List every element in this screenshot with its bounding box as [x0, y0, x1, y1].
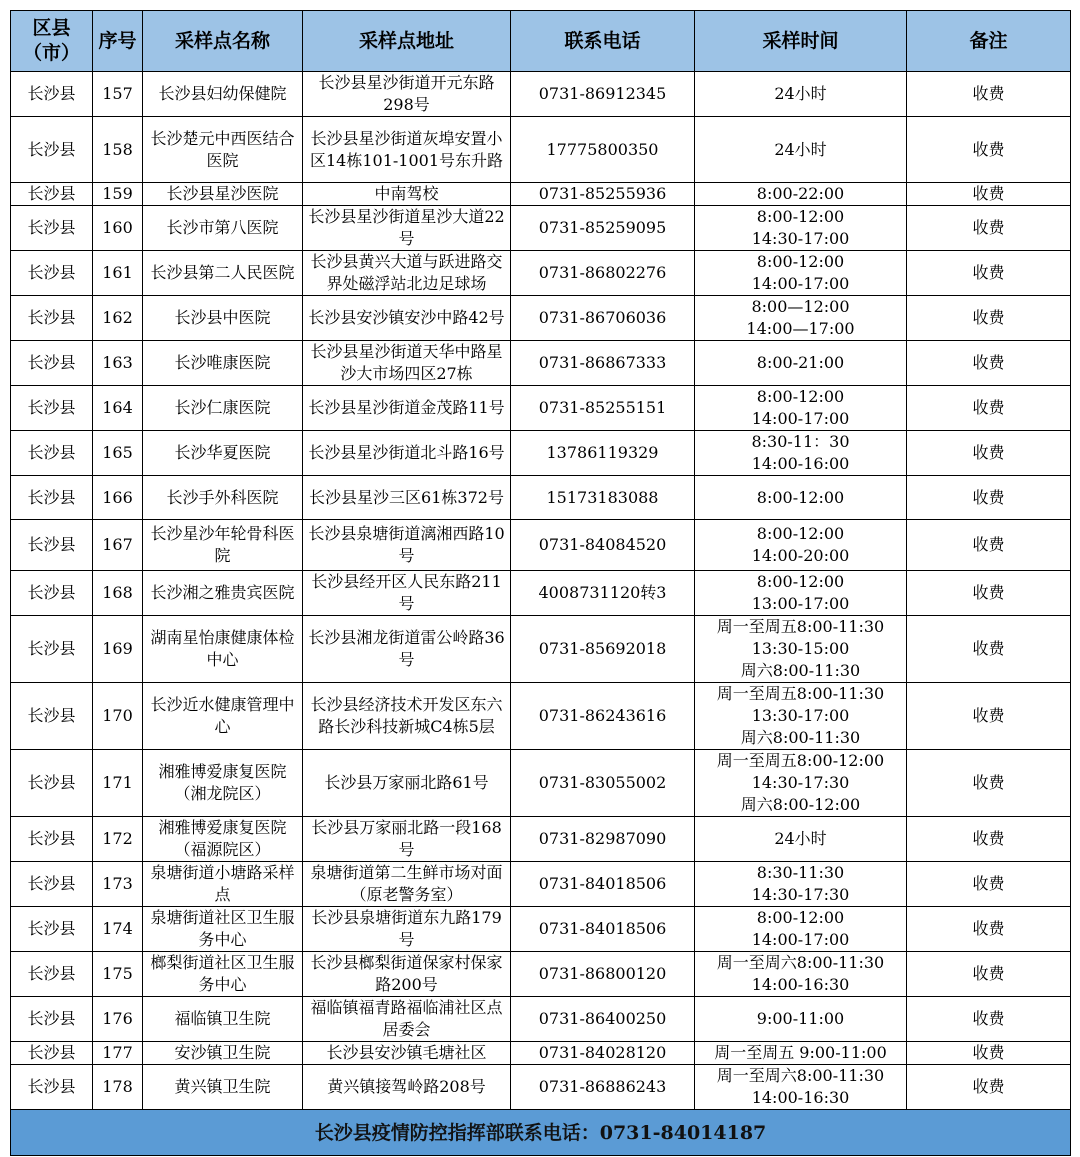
- county-cell: 长沙县: [11, 296, 93, 341]
- county-cell: 长沙县: [11, 476, 93, 520]
- sampling-time-cell: 8:00-12:00: [695, 476, 907, 520]
- site-name-cell: 长沙县妇幼保健院: [143, 72, 303, 117]
- site-name-cell: 长沙手外科医院: [143, 476, 303, 520]
- table-row: [11, 1065, 1071, 1110]
- note-cell: 收费: [907, 750, 1071, 817]
- note-cell: 收费: [907, 1042, 1071, 1065]
- table-row: [11, 386, 1071, 431]
- phone-cell: 0731-84028120: [511, 1042, 695, 1065]
- phone-cell: 17775800350: [511, 117, 695, 183]
- number-cell: 158: [93, 117, 143, 183]
- number-cell: 177: [93, 1042, 143, 1065]
- number-cell: 172: [93, 817, 143, 862]
- phone-cell: 0731-85692018: [511, 616, 695, 683]
- table-row: [11, 520, 1071, 571]
- site-name-cell: 长沙市第八医院: [143, 206, 303, 251]
- site-address-cell: 长沙县星沙三区61栋372号: [303, 476, 511, 520]
- note-cell: 收费: [907, 117, 1071, 183]
- sampling-time-cell: 周一至周六8:00-11:30 14:00-16:30: [695, 952, 907, 997]
- number-cell: 170: [93, 683, 143, 750]
- county-cell: 长沙县: [11, 997, 93, 1042]
- site-name-cell: 福临镇卫生院: [143, 997, 303, 1042]
- sampling-time-cell: 周一至周五 9:00-11:00: [695, 1042, 907, 1065]
- county-cell: 长沙县: [11, 341, 93, 386]
- table-row: [11, 952, 1071, 997]
- table-row: [11, 997, 1071, 1042]
- site-address-cell: 长沙县万家丽北路61号: [303, 750, 511, 817]
- note-cell: 收费: [907, 520, 1071, 571]
- county-cell: 长沙县: [11, 431, 93, 476]
- site-name-cell: 长沙星沙年轮骨科医院: [143, 520, 303, 571]
- site-name-cell: 长沙华夏医院: [143, 431, 303, 476]
- county-cell: 长沙县: [11, 117, 93, 183]
- site-address-cell: 长沙县安沙镇毛塘社区: [303, 1042, 511, 1065]
- table-row: [11, 431, 1071, 476]
- note-cell: 收费: [907, 571, 1071, 616]
- number-cell: 169: [93, 616, 143, 683]
- county-cell: 长沙县: [11, 907, 93, 952]
- sampling-time-cell: 8:00-12:00 14:00-17:00: [695, 907, 907, 952]
- note-cell: 收费: [907, 431, 1071, 476]
- table-row: [11, 616, 1071, 683]
- county-cell: 长沙县: [11, 750, 93, 817]
- site-name-cell: 长沙仁康医院: [143, 386, 303, 431]
- site-address-cell: 长沙县经开区人民东路211号: [303, 571, 511, 616]
- county-cell: 长沙县: [11, 520, 93, 571]
- site-address-cell: 长沙县星沙街道天华中路星沙大市场四区27栋: [303, 341, 511, 386]
- site-name-cell: 湘雅博爱康复医院（湘龙院区）: [143, 750, 303, 817]
- table-row: [11, 683, 1071, 750]
- table-row: [11, 117, 1071, 183]
- site-address-cell: 长沙县星沙街道灰埠安置小区14栋101-1001号东升路: [303, 117, 511, 183]
- number-cell: 176: [93, 997, 143, 1042]
- site-name-cell: 湘雅博爱康复医院（福源院区）: [143, 817, 303, 862]
- footer-row: [11, 1110, 1071, 1156]
- table-row: [11, 907, 1071, 952]
- site-name-cell: 安沙镇卫生院: [143, 1042, 303, 1065]
- sampling-time-cell: 8:00-21:00: [695, 341, 907, 386]
- table-header-row: [11, 11, 1071, 72]
- site-address-cell: 黄兴镇接驾岭路208号: [303, 1065, 511, 1110]
- phone-cell: 0731-85255151: [511, 386, 695, 431]
- number-cell: 174: [93, 907, 143, 952]
- county-cell: 长沙县: [11, 616, 93, 683]
- county-cell: 长沙县: [11, 817, 93, 862]
- table-row: [11, 341, 1071, 386]
- county-cell: 长沙县: [11, 1042, 93, 1065]
- sampling-time-cell: 8:00-12:00 14:30-17:00: [695, 206, 907, 251]
- number-cell: 157: [93, 72, 143, 117]
- header-note: 备注: [907, 11, 1071, 72]
- header-number: 序号: [93, 11, 143, 72]
- phone-cell: 0731-84018506: [511, 862, 695, 907]
- county-cell: 长沙县: [11, 683, 93, 750]
- note-cell: 收费: [907, 251, 1071, 296]
- sampling-time-cell: 8:30-11：30 14:00-16:00: [695, 431, 907, 476]
- site-address-cell: 长沙县星沙街道北斗路16号: [303, 431, 511, 476]
- note-cell: 收费: [907, 1065, 1071, 1110]
- phone-cell: 0731-86800120: [511, 952, 695, 997]
- site-address-cell: 福临镇福青路福临浦社区点居委会: [303, 997, 511, 1042]
- table-row: [11, 72, 1071, 117]
- table-row: [11, 862, 1071, 907]
- county-cell: 长沙县: [11, 183, 93, 206]
- site-address-cell: 长沙县黄兴大道与跃进路交界处磁浮站北边足球场: [303, 251, 511, 296]
- note-cell: 收费: [907, 817, 1071, 862]
- number-cell: 167: [93, 520, 143, 571]
- sampling-time-cell: 8:00-12:00 14:00-17:00: [695, 251, 907, 296]
- header-sampling-time: 采样时间: [695, 11, 907, 72]
- sampling-time-cell: 8:00-12:00 14:00-17:00: [695, 386, 907, 431]
- number-cell: 159: [93, 183, 143, 206]
- sampling-time-cell: 8:00-22:00: [695, 183, 907, 206]
- number-cell: 171: [93, 750, 143, 817]
- table-row: [11, 750, 1071, 817]
- note-cell: 收费: [907, 683, 1071, 750]
- sampling-sites-table: [10, 10, 1071, 1156]
- sampling-time-cell: 9:00-11:00: [695, 997, 907, 1042]
- note-cell: 收费: [907, 183, 1071, 206]
- number-cell: 168: [93, 571, 143, 616]
- county-cell: 长沙县: [11, 251, 93, 296]
- sampling-time-cell: 8:30-11:30 14:30-17:30: [695, 862, 907, 907]
- sampling-time-cell: 24小时: [695, 817, 907, 862]
- site-name-cell: 黄兴镇卫生院: [143, 1065, 303, 1110]
- note-cell: 收费: [907, 72, 1071, 117]
- site-address-cell: 长沙县星沙街道金茂路11号: [303, 386, 511, 431]
- sampling-time-cell: 8:00—12:00 14:00—17:00: [695, 296, 907, 341]
- table-row: [11, 1042, 1071, 1065]
- site-name-cell: 长沙县中医院: [143, 296, 303, 341]
- site-address-cell: 长沙县经济技术开发区东六路长沙科技新城C4栋5层: [303, 683, 511, 750]
- county-cell: 长沙县: [11, 571, 93, 616]
- site-name-cell: 湖南星怡康健康体检中心: [143, 616, 303, 683]
- phone-cell: 0731-86243616: [511, 683, 695, 750]
- site-address-cell: 长沙县安沙镇安沙中路42号: [303, 296, 511, 341]
- county-cell: 长沙县: [11, 1065, 93, 1110]
- site-address-cell: 长沙县泉塘街道东九路179号: [303, 907, 511, 952]
- phone-cell: 0731-84084520: [511, 520, 695, 571]
- note-cell: 收费: [907, 907, 1071, 952]
- number-cell: 161: [93, 251, 143, 296]
- site-name-cell: 泉塘街道社区卫生服务中心: [143, 907, 303, 952]
- phone-cell: 0731-82987090: [511, 817, 695, 862]
- phone-cell: 0731-85259095: [511, 206, 695, 251]
- site-name-cell: 长沙县第二人民医院: [143, 251, 303, 296]
- table-row: [11, 571, 1071, 616]
- phone-cell: 0731-86400250: [511, 997, 695, 1042]
- sampling-time-cell: 24小时: [695, 72, 907, 117]
- number-cell: 164: [93, 386, 143, 431]
- site-address-cell: 长沙县星沙街道星沙大道22号: [303, 206, 511, 251]
- site-name-cell: 榔梨街道社区卫生服务中心: [143, 952, 303, 997]
- sampling-time-cell: 周一至周五8:00-11:30 13:30-15:00 周六8:00-11:30: [695, 616, 907, 683]
- number-cell: 163: [93, 341, 143, 386]
- site-name-cell: 长沙楚元中西医结合医院: [143, 117, 303, 183]
- hotline-footer: 长沙县疫情防控指挥部联系电话：0731-84014187: [11, 1110, 1071, 1156]
- sampling-time-cell: 周一至周五8:00-11:30 13:30-17:00 周六8:00-11:30: [695, 683, 907, 750]
- sampling-time-cell: 8:00-12:00 13:00-17:00: [695, 571, 907, 616]
- county-cell: 长沙县: [11, 386, 93, 431]
- site-address-cell: 长沙县星沙街道开元东路298号: [303, 72, 511, 117]
- county-cell: 长沙县: [11, 862, 93, 907]
- number-cell: 166: [93, 476, 143, 520]
- site-address-cell: 长沙县湘龙街道雷公岭路36号: [303, 616, 511, 683]
- phone-cell: 0731-86706036: [511, 296, 695, 341]
- sampling-time-cell: 24小时: [695, 117, 907, 183]
- table-row: [11, 817, 1071, 862]
- site-address-cell: 泉塘街道第二生鲜市场对面（原老警务室）: [303, 862, 511, 907]
- county-cell: 长沙县: [11, 206, 93, 251]
- phone-cell: 0731-86867333: [511, 341, 695, 386]
- note-cell: 收费: [907, 206, 1071, 251]
- site-name-cell: 长沙近水健康管理中心: [143, 683, 303, 750]
- note-cell: 收费: [907, 296, 1071, 341]
- note-cell: 收费: [907, 997, 1071, 1042]
- table-row: [11, 251, 1071, 296]
- site-name-cell: 长沙唯康医院: [143, 341, 303, 386]
- note-cell: 收费: [907, 862, 1071, 907]
- phone-cell: 0731-84018506: [511, 907, 695, 952]
- table-row: [11, 476, 1071, 520]
- site-name-cell: 长沙湘之雅贵宾医院: [143, 571, 303, 616]
- site-name-cell: 泉塘街道小塘路采样点: [143, 862, 303, 907]
- number-cell: 165: [93, 431, 143, 476]
- table-row: [11, 296, 1071, 341]
- site-address-cell: 中南驾校: [303, 183, 511, 206]
- note-cell: 收费: [907, 341, 1071, 386]
- sampling-time-cell: 周一至周五8:00-12:00 14:30-17:30 周六8:00-12:00: [695, 750, 907, 817]
- phone-cell: 0731-83055002: [511, 750, 695, 817]
- table-row: [11, 206, 1071, 251]
- note-cell: 收费: [907, 476, 1071, 520]
- header-county: 区县（市）: [11, 11, 93, 72]
- phone-cell: 0731-86912345: [511, 72, 695, 117]
- phone-cell: 4008731120转3: [511, 571, 695, 616]
- number-cell: 173: [93, 862, 143, 907]
- number-cell: 162: [93, 296, 143, 341]
- phone-cell: 13786119329: [511, 431, 695, 476]
- site-address-cell: 长沙县万家丽北路一段168号: [303, 817, 511, 862]
- note-cell: 收费: [907, 952, 1071, 997]
- phone-cell: 0731-86886243: [511, 1065, 695, 1110]
- phone-cell: 0731-86802276: [511, 251, 695, 296]
- header-site-address: 采样点地址: [303, 11, 511, 72]
- phone-cell: 0731-85255936: [511, 183, 695, 206]
- site-address-cell: 长沙县榔梨街道保家村保家路200号: [303, 952, 511, 997]
- header-site-name: 采样点名称: [143, 11, 303, 72]
- sampling-time-cell: 周一至周六8:00-11:30 14:00-16:30: [695, 1065, 907, 1110]
- site-name-cell: 长沙县星沙医院: [143, 183, 303, 206]
- header-phone: 联系电话: [511, 11, 695, 72]
- number-cell: 178: [93, 1065, 143, 1110]
- sampling-sites-table-container: [10, 10, 1070, 1156]
- table-row: [11, 183, 1071, 206]
- sampling-time-cell: 8:00-12:00 14:00-20:00: [695, 520, 907, 571]
- note-cell: 收费: [907, 386, 1071, 431]
- note-cell: 收费: [907, 616, 1071, 683]
- number-cell: 175: [93, 952, 143, 997]
- site-address-cell: 长沙县泉塘街道漓湘西路10号: [303, 520, 511, 571]
- county-cell: 长沙县: [11, 72, 93, 117]
- county-cell: 长沙县: [11, 952, 93, 997]
- number-cell: 160: [93, 206, 143, 251]
- phone-cell: 15173183088: [511, 476, 695, 520]
